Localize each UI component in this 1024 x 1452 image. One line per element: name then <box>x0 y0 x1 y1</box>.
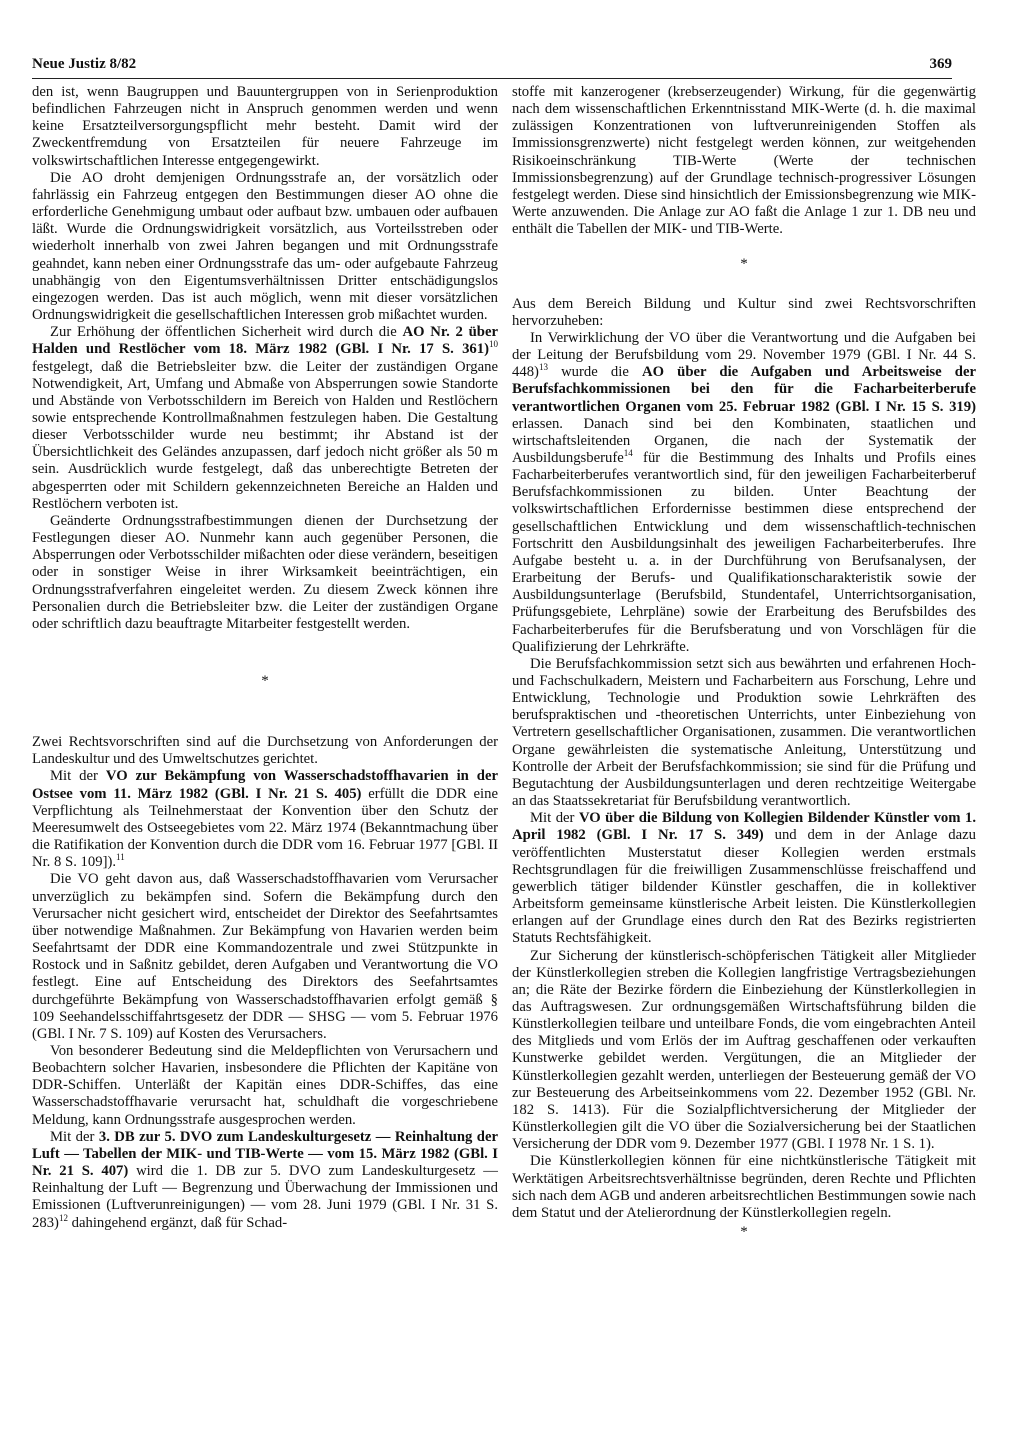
paragraph <box>32 1129 498 1232</box>
regulation-title: VO zur Bekämpfung von Wasserschadstoffhavarien in der Ostsee vom 11. März 1982 (GBl. I Nr. 21 S. 405) <box>32 768 498 802</box>
regulation-title: 3. DB zur 5. DVO zum Landeskulturgesetz — Reinhaltung der Luft — Tabellen der MIK- und TIB-Werte — vom 15. März 1982 (GBl. I Nr. 21 S. 407) <box>32 1128 498 1180</box>
section-separator: * <box>740 256 748 273</box>
text-run: für die Bestimmung des Inhalts und Profils eines Facharbeiterberufes verantwortlich sind, für den jeweiligen Facharbeiterberuf Berufsfachkommissionen zu bilden. Unter Beachtung der volkswirtschaftlichen Erfordernisse bestimmen diese entsprechend der gesellschaftlichen Entwicklung und dem wissenschaftlich-technischen Fortschritt den Ausbildungsinhalt des jeweiligen Facharbeiterberufes. Ihre Aufgabe besteht u. a. in der Durchführung von Berufsanalysen, der Erarbeitung der Berufs- und Qualifikationscharakteristik sowie der Ausbildungsunterlage (Berufsbild, Stundentafel, Unterrichtsorganisation, Prüfungsgebiete, Lehrpläne) sowie der Erarbeitung des Berufsbildes des Facharbeiterberufes für die Berufsberatung und von Vorschlägen für die Qualifizierung der Lehrkräfte. <box>512 449 976 655</box>
right-column <box>512 84 976 1241</box>
paragraph: stoffe mit kanzerogener (krebserzeugender) Wirkung, für die gegenwärtig nach dem wissenschaftlichen Erkenntnisstand MIK-Werte (d. h. die maximal zulässigen Konzentrationen von luftverunreinigenden Stoffen als Immissionsgrenzwerte) nicht festgelegt werden können, zur weitgehenden Risikoeinschränkung TIB-Werte (Werte der technischen Immissionsbegrenzung) auf der Grundlage technisch-progressiver Lösungen festgelegt werden. Diese sind hinsichtlich der Emissionsbegrenzung wie MIK-Werte anzuwenden. Die Anlage zur AO faßt die Anlage 1 zur 1. DB neu und enthält die Tabellen der MIK- und TIB-Werte. <box>512 84 976 238</box>
paragraph <box>512 330 976 656</box>
paragraph: Von besonderer Bedeutung sind die Meldepflichten von Verursachern und Beobachtern solcher Havarien, insbesondere die Pflichten der Kapitäne von DDR-Schiffen. Unterläßt der Kapitän eines DDR-Schiffes, das eine Wasserschadstoffhavarie verursacht hat, schuldhaft die vorgeschriebene Meldung, kann Ordnungsstrafe ausgesprochen werden. <box>32 1042 498 1128</box>
text-run: erlassen. Danach sind bei den Kombinaten, staatlichen und wirtschaftsleitenden Organen, die nach der Systematik der Ausbildungsberufe <box>512 415 976 466</box>
paragraph: Die Berufsfachkommission setzt sich aus bewährten und erfahrenen Hoch- und Fachschulkadern, Meistern und Facharbeitern aus Forschung, Lehre und Entwicklung, Technologie und Produktion sowie Lehrkräften des berufspraktischen und -theoretischen Unterrichts, unter Einbeziehung von Vertretern gesellschaftlicher Organisationen, zusammen. Die verantwortlichen Organe gewährleisten die systematische Anleitung, Unterstützung und Kontrolle der Arbeit der Berufsfachkommission; sie sind für die Prüfung und Begutachtung der Ausbildungsunterlagen und deren rechtzeitige Weitergabe an das Staatssekretariat für Berufsbildung verantwortlich. <box>512 655 976 810</box>
text-run: wurde die <box>547 364 643 381</box>
text-run: festgelegt, daß die Betriebsleiter bzw. die Leiter der zuständigen Organe Notwendigkeit, Art, Umfang und Abmaße von Absperrungen sowie Standorte und Abstände von Verbotsschildern im Bereich von Halden und Restlöchern sowie entsprechende Kontrollmaßnahmen festzulegen haben. Die Gestaltung dieser Verbotsschilder wurde neu bestimmt; ihr Abstand ist der Übersichtlichkeit des Geländes anzupassen, darf jedoch nicht größer als 50 m sein. Ausdrücklich wurde festgelegt, daß das unberechtigte Betreten der abgesperrten oder mit Schildern gekennzeichneten Bereiche an Halden und Restlöchern verboten ist. <box>32 358 498 512</box>
footnote-ref: 12 <box>58 1212 68 1223</box>
text-run: wird die 1. DB zur 5. DVO zum Landeskulturgesetz — Reinhaltung der Luft — Begrenzung und Überwachung der Immissionen und Emissionen (Luftverunreinigungen) — vom 28. Juni 1979 (GBl. I Nr. 31 S. 283) <box>32 1163 498 1231</box>
text-run: Mit der <box>50 1128 99 1145</box>
paragraph: Zur Sicherung der künstlerisch-schöpferischen Tätigkeit aller Mitglieder der Künstlerkollegien streben die Kollegien langfristige Vertragsbeziehungen an; die Räte der Bezirke fördern die Einbeziehung der Künstlerkollegien in das Auftragswesen. Zur ordnungsgemäßen Wirtschaftsführung bilden die Künstlerkollegien teilbare und unteilbare Fonds, die vom eingebrachten Anteil des Mitglieds und vom Erlös der im Auftrag geschaffenen oder verkauften Kunstwerke gebildet werden. Vergütungen, die an Mitglieder der Künstlerkollegien gezahlt werden, unterliegen der Besteuerung gemäß der VO zur Besteuerung des Arbeitseinkommens vom 22. Dezember 1952 (GBl. Nr. 182 S. 1413). Für die Sozialpflichtversicherung der Mitglieder der Künstlerkollegien gilt die VO über die Sozialversicherung bei der Staatlichen Versicherung der DDR vom 9. Dezember 1977 (GBl. I 1978 Nr. 1 S. 1). <box>512 947 976 1153</box>
left-column <box>32 84 498 1232</box>
journal-title: Neue Justiz 8/82 <box>32 56 137 72</box>
paragraph: Die Künstlerkollegien können für eine nichtkünstlerische Tätigkeit mit Werktätigen Arbeitsrechtsverhältnisse begründen, deren Rechte und Pflichten sich nach dem AGB und anderen arbeitsrechtlichen Bestimmungen sowie nach dem Statut und der Atelierordnung der Künstlerkollegien regeln. <box>512 1153 976 1221</box>
footnote-ref: 10 <box>489 339 498 350</box>
paragraph: Zwei Rechtsvorschriften sind auf die Durchsetzung von Anforderungen der Landeskultur und des Umweltschutzes gerichtet. <box>32 734 498 768</box>
footnote-ref: 13 <box>538 362 548 373</box>
regulation-title: AO über die Aufgaben und Arbeitsweise der Berufsfachkommissionen bei den für die Facharbeiterberufe verantwortlichen Organen vom 25. Februar 1982 (GBl. I Nr. 15 S. 319) <box>512 364 976 415</box>
running-header <box>32 52 952 79</box>
text-run: Zur Erhöhung der öffentlichen Sicherheit wird durch die <box>50 324 403 341</box>
text-run: und dem in der Anlage dazu veröffentlichten Musterstatut dieser Kollegien werden erstmals Rechtsgrundlagen für die freiwilligen Zusammenschlüsse freischaffend und gewerblich tätiger bildender Künstler geschaffen, die in kollektiver Arbeitsform gemeinsame künstlerische Arbeit leisten. Die Künstlerkollegien erlangen auf der Grundlage eines durch den Rat des Bezirks registrierten Statuts Rechtsfähigkeit. <box>512 827 977 947</box>
paragraph: Aus dem Bereich Bildung und Kultur sind zwei Rechtsvorschriften hervorzuheben: <box>512 295 976 329</box>
paragraph: den ist, wenn Baugruppen und Bauuntergruppen von in Serienproduktion befindlichen Fahrzeugen nicht in Anspruch genommen werden und wenn keine Ersatzteilversorgungspflicht mehr besteht. Damit wird der Zweckentfremdung von Ersatzteilen für neuere Fahrzeuge im volkswirtschaftlichen Interesse entgegengewirkt. <box>32 84 498 169</box>
footnote-ref: 14 <box>623 448 633 459</box>
text-run: In Verwirklichung der VO über die Verantwortung und die Aufgaben bei der Leitung der Berufsbildung vom 29. November 1979 (GBl. I Nr. 44 S. 448) <box>512 329 976 381</box>
page-number: 369 <box>929 56 952 72</box>
paragraph <box>32 324 498 513</box>
section-separator: * <box>740 1224 748 1240</box>
text-run: erfüllt die DDR eine Verpflichtung als Teilnehmerstaat der Konvention über den Schutz der Meeresumwelt des Ostseegebietes vom 22. März 1974 (Bekanntmachung über die Ratifikation der Konvention durch die DDR vom 16. Februar 1977 [GBl. II Nr. 8 S. 109]). <box>32 785 498 871</box>
paragraph: Geänderte Ordnungsstrafbestimmungen dienen der Durchsetzung der Festlegungen dieser AO. Nunmehr kann auch gegenüber Personen, die Absperrungen oder Verbotsschilder mißachten oder diese verändern, beseitigen oder in sonstiger Weise in ihrer Wirksamkeit beeinträchtigen, ein Ordnungsstrafverfahren eingeleitet werden. Zu diesem Zweck können ihre Personalien durch die Betriebsleiter bzw. die Leiter der zuständigen Organe oder schriftlich dazu beauftragte Mitarbeiter festgestellt werden. <box>32 512 498 632</box>
text-run: Mit der <box>530 810 579 827</box>
paragraph: Die VO geht davon aus, daß Wasserschadstoffhavarien vom Verursacher unverzüglich zu bekämpfen sind. Sofern die Bekämpfung durch den Verursacher nicht gesichert wird, entscheidet der Direktor des Seefahrtsamtes über notwendige Maßnahmen. Zur Bekämpfung von Havarien werden beim Seefahrtsamt der DDR eine Kommandozentrale und zwei Stützpunkte in Rostock und in Saßnitz gebildet, deren Aufgaben und Verantwortung die VO festlegt. Eine auf Entscheidung des Direktors des Seefahrtsamtes durchgeführte Bekämpfung von Wasserschadstoffhavarien erfolgt gemäß § 109 Seehandelsschiffahrtsgesetz der DDR — SHSG — vom 5. Februar 1976 (GBl. I Nr. 7 S. 109) auf Kosten des Verursachers. <box>32 871 498 1042</box>
footnote-ref: 11 <box>116 852 125 863</box>
text-run: dahingehend ergänzt, daß für Schad- <box>67 1214 288 1231</box>
section-separator: * <box>261 673 269 689</box>
regulation-title: AO Nr. 2 über Halden und Restlöcher vom 18. März 1982 (GBl. I Nr. 17 S. 361) <box>32 324 498 358</box>
text-run: Mit der <box>50 768 106 785</box>
paragraph <box>512 810 976 947</box>
regulation-title: VO über die Bildung von Kollegien Bildender Künstler vom 1. April 1982 (GBl. I Nr. 17 S. 349) <box>512 810 976 844</box>
paragraph <box>32 768 498 871</box>
paragraph: Die AO droht demjenigen Ordnungsstrafe an, der vorsätzlich oder fahrlässig ein Fahrzeug entgegen den Bestimmungen dieser AO ohne die erforderliche Genehmigung umbaut oder aufbaut bzw. umbauen oder aufbauen läßt. Wurde die Ordnungswidrigkeit vorsätzlich, aus Vorteilsstreben oder wiederholt innerhalb von zwei Jahren begangen und mit Ordnungsstrafe geahndet, kann neben einer Ordnungsstrafe das um- oder aufgebaute Fahrzeug unabhängig von den Eigentumsverhältnissen Dritter entschädigungslos eingezogen werden. Das ist auch möglich, wenn mit dieser vorsätzlichen Ordnungswidrigkeit die gesellschaftlichen Interessen grob mißachtet wurden. <box>32 169 498 324</box>
